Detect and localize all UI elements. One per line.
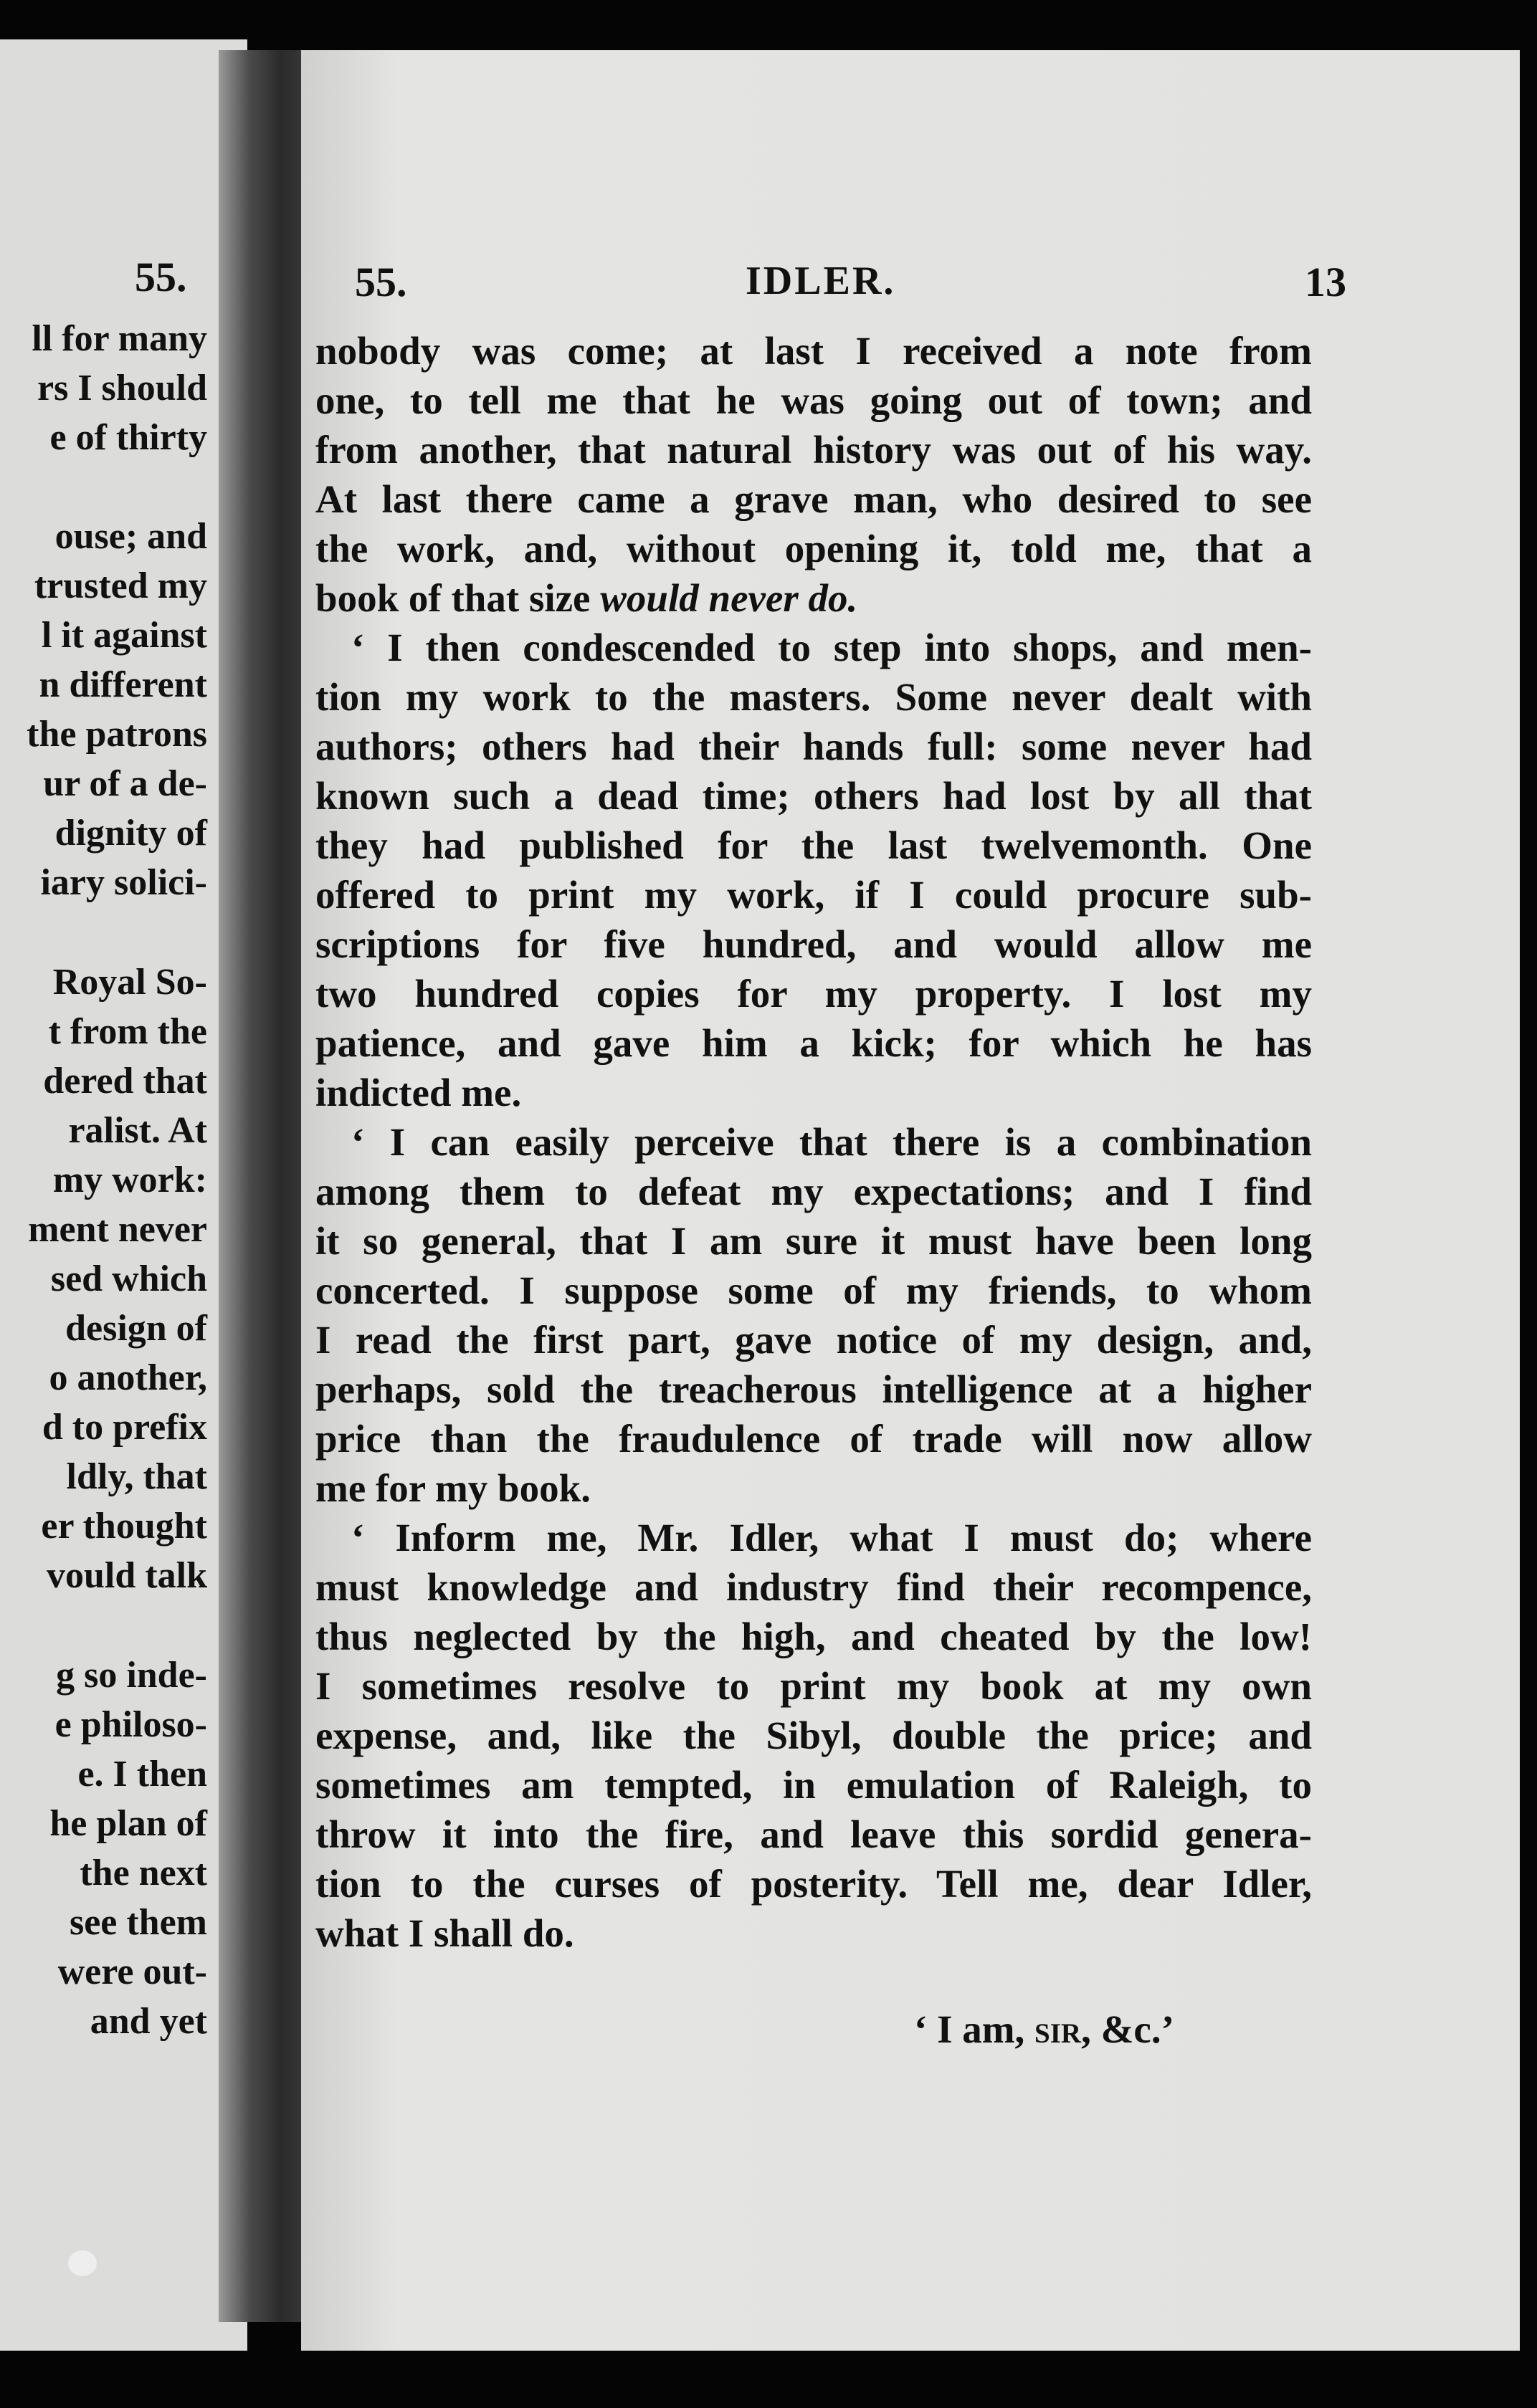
text-line: concerted. I suppose some of my friends, to whom [315, 1268, 1312, 1312]
text-line: the work, and, without opening it, told me, that a [315, 527, 1312, 570]
text-line: authors; others had their hands full: some never had [315, 725, 1312, 768]
left-line: ouse; and [54, 516, 207, 557]
right-page [301, 50, 1520, 2351]
left-line: rs I should [37, 368, 207, 408]
text-line: tion to the curses of posterity. Tell me, dear Idler, [315, 1862, 1312, 1906]
left-line: ldly, that [66, 1456, 207, 1497]
text-line [315, 573, 1312, 623]
left-line: ll for many [32, 318, 207, 359]
left-line: d to prefix [42, 1407, 207, 1448]
left-line: were out- [57, 1951, 207, 1992]
text-line: I read the first part, gave notice of my design, and, [315, 1318, 1312, 1362]
signature-sir: sir [1034, 2007, 1082, 2051]
left-line: o another, [49, 1357, 207, 1398]
text-line: throw it into the fire, and leave this sordid genera- [315, 1812, 1312, 1856]
text-line: I sometimes resolve to print my book at my own [315, 1664, 1312, 1708]
paragraph-start: ‘ Inform me, Mr. Idler, what I must do; where [351, 1516, 1312, 1559]
left-line: e. I then [77, 1754, 207, 1795]
left-page-number: 55. [135, 254, 187, 300]
text-line: At last there came a grave man, who desired to see [315, 477, 1312, 521]
body-text [315, 326, 1312, 1958]
paragraph-start: ‘ I then condescended to step into shops, and men- [351, 626, 1312, 669]
left-line: g so inde- [56, 1655, 207, 1696]
text-line: perhaps, sold the treacherous intelligence at a higher [315, 1367, 1312, 1411]
running-header [301, 258, 1520, 315]
signature-lead: ‘ I am, [914, 2007, 1025, 2051]
text-line: must knowledge and industry find their recompence, [315, 1565, 1312, 1609]
essay-number: 55. [355, 259, 407, 305]
text-line: what I shall do. [315, 1911, 574, 1955]
text-line: offered to print my work, if I could procure sub- [315, 873, 1312, 917]
signature-tail: , &c.’ [1081, 2007, 1174, 2051]
left-page [0, 39, 247, 2351]
text-line: patience, and gave him a kick; for which he has [315, 1021, 1312, 1065]
text-line: price than the fraudulence of trade will now allow [315, 1417, 1312, 1461]
text-line: me for my book. [315, 1466, 591, 1510]
left-line: see them [69, 1902, 207, 1943]
left-line: Royal So- [52, 962, 207, 1003]
left-line: l it against [41, 615, 207, 656]
left-line: ralist. At [68, 1110, 207, 1151]
left-line: my work: [52, 1160, 207, 1200]
left-line: he plan of [49, 1803, 207, 1844]
italic-phrase: would never do. [600, 576, 858, 620]
left-line: vould talk [47, 1555, 207, 1596]
left-line: t from the [48, 1011, 207, 1052]
signature-line [914, 2007, 1174, 2052]
text-line: indicted me. [315, 1071, 522, 1114]
left-line: dignity of [54, 813, 207, 854]
left-line: e of thirty [49, 417, 207, 458]
left-line: ment never [28, 1209, 207, 1250]
left-line: design of [65, 1308, 207, 1349]
paper-spot [68, 2250, 97, 2276]
text-line: tion my work to the masters. Some never dealt with [315, 675, 1312, 719]
left-line: dered that [43, 1061, 207, 1102]
running-title: IDLER. [746, 259, 896, 303]
text-line: thus neglected by the high, and cheated by the low! [315, 1615, 1312, 1658]
left-line: the patrons [27, 714, 207, 755]
text-line: scriptions for five hundred, and would allow me [315, 922, 1312, 966]
left-line: sed which [50, 1258, 207, 1299]
left-line: ur of a de- [43, 763, 207, 804]
left-line: the next [80, 1853, 207, 1893]
left-line: trusted my [34, 565, 207, 606]
left-line: and yet [90, 2001, 207, 2042]
book-gutter [219, 50, 308, 2322]
text-line: one, to tell me that he was going out of town; and [315, 378, 1312, 422]
text-segment: book of that size [315, 576, 591, 620]
page-number: 13 [1305, 259, 1346, 305]
left-line: n different [39, 664, 207, 705]
text-line: expense, and, like the Sibyl, double the price; and [315, 1714, 1312, 1757]
text-line: among them to defeat my expectations; and I find [315, 1170, 1312, 1213]
text-line: they had published for the last twelvemonth. One [315, 823, 1312, 867]
left-line: er thought [41, 1506, 207, 1547]
paragraph-start: ‘ I can easily perceive that there is a combination [351, 1120, 1312, 1164]
text-line: nobody was come; at last I received a note from [315, 329, 1312, 373]
left-line: e philoso- [54, 1704, 207, 1745]
text-line: it so general, that I am sure it must have been long [315, 1219, 1312, 1263]
left-line: iary solici- [40, 862, 207, 903]
text-line: from another, that natural history was out of his way. [315, 428, 1312, 472]
text-line: two hundred copies for my property. I lost my [315, 972, 1312, 1016]
text-line: sometimes am tempted, in emulation of Raleigh, to [315, 1763, 1312, 1807]
text-line: known such a dead time; others had lost by all that [315, 774, 1312, 818]
